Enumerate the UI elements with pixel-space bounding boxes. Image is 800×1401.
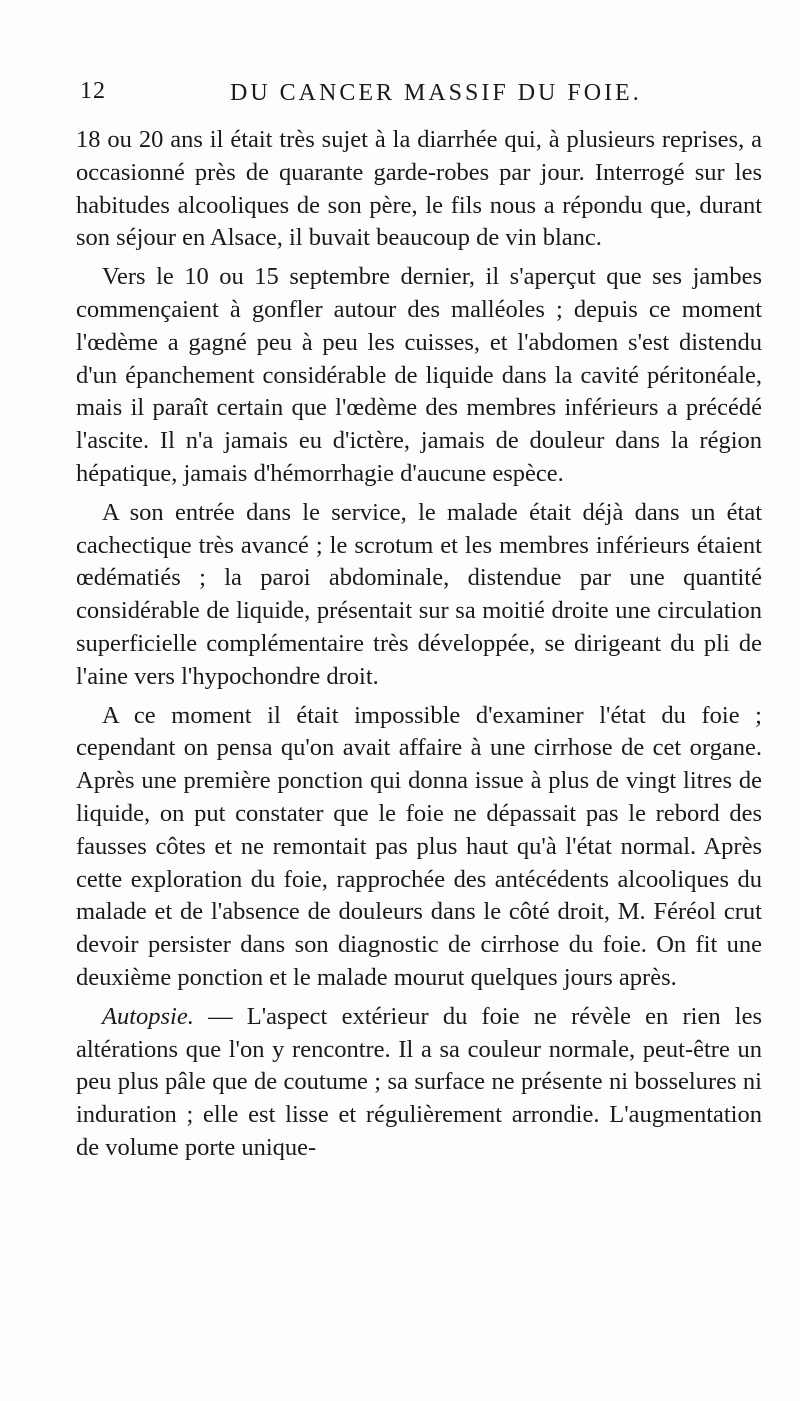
page-header (80, 78, 740, 114)
paragraph-3 (76, 497, 762, 694)
running-title: DU CANCER MASSIF DU FOIE. (230, 80, 642, 106)
paragraph-1-text: 18 ou 20 ans il était très sujet à la diarrhée qui, à plusieurs reprises, a occasionné près de quarante garde-robes par jour. Interrogé sur les habitudes alcooliques de son père, le fils nous a répondu que, durant son séjour en Alsace, il buvait beaucoup de vin blanc. (76, 126, 762, 252)
body-text (76, 124, 762, 1165)
paragraph-2 (76, 261, 762, 491)
paragraph-4 (76, 700, 762, 995)
paragraph-5-text: — L'aspect extérieur du foie ne révèle en rien les altérations que l'on y rencontre. Il a sa couleur normale, peut-être un peu plus pâle que de coutume ; sa surface ne présente ni bosselures ni induration ; elle est lisse et régulièrement arrondie. L'augmentation de volume porte unique- (76, 1002, 762, 1161)
section-lead-autopsie: Autopsie. (102, 1002, 194, 1030)
paragraph-5 (76, 1001, 762, 1165)
page-number: 12 (80, 78, 106, 104)
paragraph-2-text: Vers le 10 ou 15 septembre dernier, il s'aperçut que ses jambes commençaient à gonfler autour des malléoles ; depuis ce moment l'œdème a gagné peu à peu les cuisses, et l'abdomen s'est distendu d'un épanchement considérable de liquide dans la cavité péritonéale, mais il paraît certain que l'œdème des membres inférieurs a précédé l'ascite. Il n'a jamais eu d'ictère, jamais de douleur dans la région hépatique, jamais d'hémorrhagie d'aucune espèce. (76, 263, 762, 487)
paragraph-4-text: A ce moment il était impossible d'examiner l'état du foie ; cependant on pensa qu'on avait affaire à une cirrhose de cet organe. Après une première ponction qui donna issue à plus de vingt litres de liquide, on put constater que le foie ne dépassait pas le rebord des fausses côtes et ne remontait pas plus haut qu'à l'état normal. Après cette exploration du foie, rapprochée des antécédents alcooliques du malade et de l'absence de douleurs dans le côté droit, M. Féréol crut devoir persister dans son diagnostic de cirrhose du foie. On fit une deuxième ponction et le malade mourut quelques jours après. (76, 701, 762, 991)
paragraph-1 (76, 124, 762, 255)
paragraph-3-text: A son entrée dans le service, le malade était déjà dans un état cachectique très avancé ; le scrotum et les membres inférieurs étaient œdématiés ; la paroi abdominale, distendue par une quantité considérable de liquide, présentait sur sa moitié droite une circulation superficielle complémentaire très développée, se dirigeant du pli de l'aine vers l'hypochondre droit. (76, 498, 762, 690)
